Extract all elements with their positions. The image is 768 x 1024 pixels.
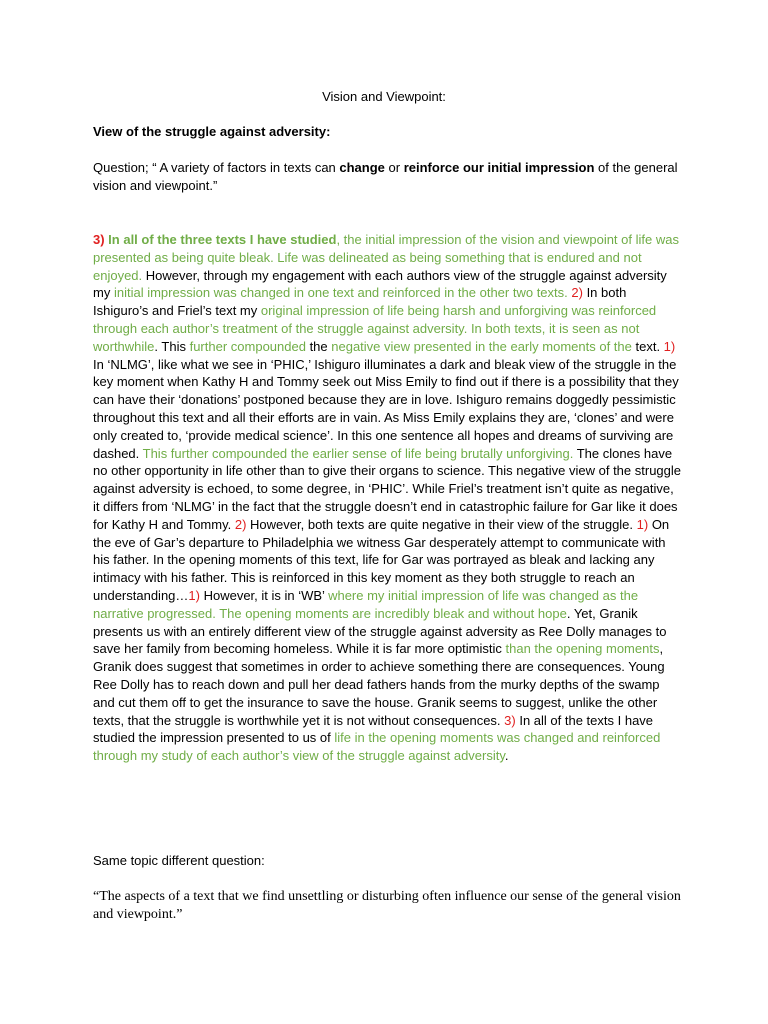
essay-segment: 3) bbox=[504, 712, 516, 728]
second-question: “The aspects of a text that we find unsettling or disturbing often influence our sense of the general vision and viewpoint.” bbox=[93, 889, 681, 922]
question-segment: of the general vision and viewpoint.” bbox=[93, 160, 678, 193]
essay-segment: This further compounded the earlier sense of life being brutally unforgiving. bbox=[142, 445, 574, 461]
essay-segment: 1) bbox=[663, 338, 676, 354]
essay-segment: On the eve of Gar’s departure to Philadelphia we witness Gar desperately attempt to communicate with his father. In the opening moments of this text, life for Gar was portrayed as bleak and lacking any intimacy with his father. This is reinforced in this key moment as they both struggle to reach an understanding… bbox=[93, 516, 670, 603]
question-segment: or bbox=[384, 160, 404, 175]
second-heading: Same topic different question: bbox=[93, 853, 265, 868]
essay-segment: , the initial impression of the vision and viewpoint of life was presented as being quite bleak. Life was delineated as being something that is endured and not enjoyed. bbox=[93, 232, 679, 283]
essay-segment: . Yet, Granik presents us with an entirely different view of the struggle against adversity as Ree Dolly manages to save her family from becoming homeless. While it is far more optimistic bbox=[93, 605, 667, 657]
essay-segment: further compounded bbox=[189, 338, 306, 354]
essay-segment: However, both texts are quite negative in their view of the struggle. bbox=[246, 516, 637, 532]
essay-segment: . bbox=[504, 748, 509, 764]
essay-segment: In all of the three texts I have studied bbox=[108, 232, 337, 247]
essay-segment: In ‘NLMG’, like what we see in ‘PHIC,’ Ishiguro illuminates a dark and bleak view of the struggle in the key moment when Kathy H and Tommy seek out Miss Emily to find out if there is a possibility that they can have their ‘donations’ postponed because they are in love. Ishiguro remains doggedly pessimistic throughout this text and all their efforts are in vain. As Miss Emily explains they are, ‘clones’ and were only created to, ‘provide medical science’. In this one sentence all hopes and dreams of surviving are dashed. bbox=[93, 356, 679, 461]
essay-segment: However, through my engagement with each authors view of the struggle against adversity my bbox=[93, 267, 667, 301]
essay-segment: 3) bbox=[93, 232, 109, 247]
essay-segment: However, it is in ‘WB’ bbox=[199, 587, 329, 603]
document-title: Vision and Viewpoint: bbox=[322, 89, 446, 104]
essay-segment: negative view presented in the early moments of the bbox=[331, 338, 632, 354]
question-segment: change bbox=[339, 160, 385, 175]
essay-segment: where my initial impression of life was changed as the narrative progressed. The opening moments are incredibly bleak and without hope bbox=[93, 587, 639, 621]
essay-segment: In both Ishiguro’s and Friel’s text my bbox=[93, 285, 627, 319]
essay-segment: than the opening moments bbox=[505, 641, 660, 657]
essay-body bbox=[93, 231, 683, 765]
essay-segment: . This bbox=[154, 338, 190, 354]
essay-segment: the bbox=[305, 338, 332, 354]
essay-segment: original impression of life being harsh and unforgiving was reinforced through each author’s treatment of the struggle against adversity. In both texts, it is seen as not worthwhile bbox=[93, 303, 657, 354]
section-heading: View of the struggle against adversity: bbox=[93, 124, 331, 139]
essay-segment: In all of the texts I have studied the impression presented to us of bbox=[93, 712, 654, 746]
essay-segment: The clones have no other opportunity in life other than to give their organs to science. This negative view of the struggle against adversity is echoed, to some degree, in ‘PHIC’. While Friel’s treatment isn’t quite as negative, it differs from ‘NLMG’ in the fact that the struggle doesn’t end in catastrophic failure for Gar like it does for Kathy H and Tommy. bbox=[93, 445, 681, 532]
essay-question bbox=[93, 159, 683, 195]
essay-segment: 1) bbox=[188, 587, 200, 603]
question-segment: Question; “ A variety of factors in texts can bbox=[93, 160, 340, 175]
essay-segment: 2) bbox=[567, 285, 587, 301]
essay-segment: text. bbox=[631, 338, 664, 354]
essay-segment: 2) bbox=[234, 516, 247, 532]
essay-segment: life in the opening moments was changed and reinforced through my study of each author’s view of the struggle against adversity bbox=[93, 730, 661, 764]
question-segment: reinforce our initial impression bbox=[403, 160, 595, 175]
essay-segment: initial impression was changed in one text and reinforced in the other two texts. bbox=[113, 285, 568, 301]
essay-segment: 1) bbox=[636, 516, 649, 532]
essay-segment: , Granik does suggest that sometimes in order to achieve something there are consequences. Young Ree Dolly has to reach down and pull her dead fathers hands from the murky depths of the swamp and cut them off to get the insurance to save the house. Granik seems to suggest, unlike the other texts, that the struggle is worthwhile yet it is not without consequences. bbox=[93, 641, 665, 728]
